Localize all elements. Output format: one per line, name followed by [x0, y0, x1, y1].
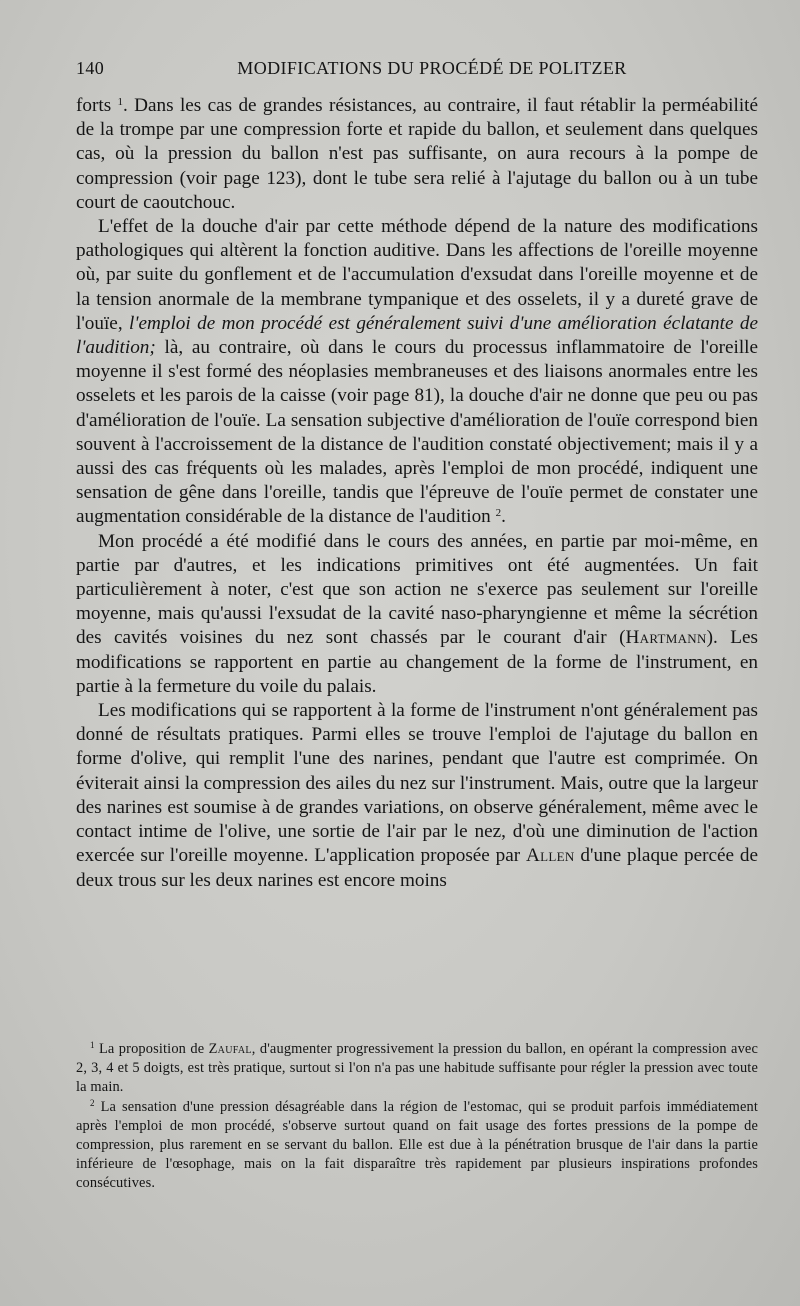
running-title: MODIFICATIONS DU PROCÉDÉ DE POLITZER [237, 58, 627, 78]
author-name-hartmann: Hartmann [625, 627, 707, 649]
paragraph-4: Les modifications qui se rapportent à la forme de l'instrument n'ont généralement pas donné de résultats pratiques. Parmi elles se trouve l'emploi de l'ajutage du ballon en forme d'olive, qui remplit l'une des narines, pendant que l'autre est comprimée. On éviterait ainsi la compression des ailes du nez sur l'instrument. Mais, outre que la largeur des narines est soumise à de grandes variations, on observe généralement, même avec le contact intime de l'olive, une sortie de l'air par le nez, d'où une diminution de l'action exercée sur l'oreille moyenne. L'application proposée par Allen d'une plaque percée de deux trous sur les deux narines est encore moins [76, 700, 758, 891]
footnote-2: $^2$ La sensation d'une pression désagréable dans la région de l'estomac, qui se produit parfois immédiatement après l'emploi de mon procédé, s'observe surtout quand on fait usage des fortes pressions de la pompe de compression, plus rarement en se servant du ballon. Elle est due à la pénétration brusque de l'air dans la partie inférieure de l'œsophage, mais on la fait disparaître très rapidement par plusieurs inspirations profondes consécutives. [76, 1097, 758, 1192]
page-header [76, 58, 758, 86]
italic-emphasis: l'emploi de mon procédé est généralement suivi d'une amélioration éclatante de l'audition; [76, 312, 759, 359]
footnotes [76, 1040, 758, 1194]
author-name-allen: Allen [526, 845, 575, 867]
footnote-ref-2: 2 [495, 507, 502, 520]
footnote-1: $^1$ La proposition de Zaufal, d'augmenter progressivement la pression du ballon, en opérant la compression avec 2, 3, 4 et 5 doigts, est très pratique, surtout si l'on n'a pas une habitude suffisante pour régler la pression avec toute la main. [76, 1040, 759, 1096]
page-number: 140 [76, 58, 105, 78]
paragraph-3: Mon procédé a été modifié dans le cours des années, en partie par moi-même, en partie par d'autres, et les indications primitives ont été augmentées. Un fait particulièrement à noter, c'est que son action ne s'exerce pas seulement sur l'oreille moyenne, mais qu'aussi l'exsudat de la cavité naso-pharyngienne et même la sécrétion des cavités voisines du nez sont chassés par le courant d'air (Hartmann). Les modifications se rapportent en partie au changement de la forme de l'instrument, en partie à la fermeture du voile du palais. [76, 530, 758, 697]
paragraph-2: L'effet de la douche d'air par cette méthode dépend de la nature des modifications pathologiques qui altèrent la fonction auditive. Dans les affections de l'oreille moyenne où, par suite du gonflement et de l'accumulation d'exsudat dans l'oreille moyenne et de la tension anormale de la membrane tympanique et des osselets, il y a dureté grave de l'ouïe, l'emploi de mon procédé est généralement suivi d'une amélioration éclatante de l'audition; là, au contraire, où dans le cours du processus inflammatoire de l'oreille moyenne il s'est formé des néoplasies membraneuses et des liaisons anormales entre les osselets et les parois de la caisse (voir page 81), la douche d'air ne donne que peu ou pas d'amélioration de l'ouïe. La sensation subjective d'amélioration de l'ouïe correspond bien souvent à l'accroissement de la distance de l'audition constaté objectivement; mais il y a aussi des cas fréquents où les malades, après l'emploi de mon procédé, indiquent une sensation de gêne dans l'oreille, tandis que l'épreuve de l'ouïe permet de constater une augmentation considérable de la distance de l'audition $^2$. [76, 216, 759, 528]
footnote-ref-1: 1 [117, 96, 124, 108]
author-name-zaufal: Zaufal [208, 1041, 252, 1057]
main-text [76, 94, 758, 893]
paragraph-1: forts $^1$. Dans les cas de grandes résistances, au contraire, il faut rétablir la perméabilité de la trompe par une compression forte et rapide du ballon, et seulement dans quelques cas, où la pression du ballon n'est pas suffisante, on aura recours à la pompe de compression (voir page 123), dont le tube sera relié à l'ajutage du ballon ou à un tube court de caoutchouc. [76, 95, 759, 213]
